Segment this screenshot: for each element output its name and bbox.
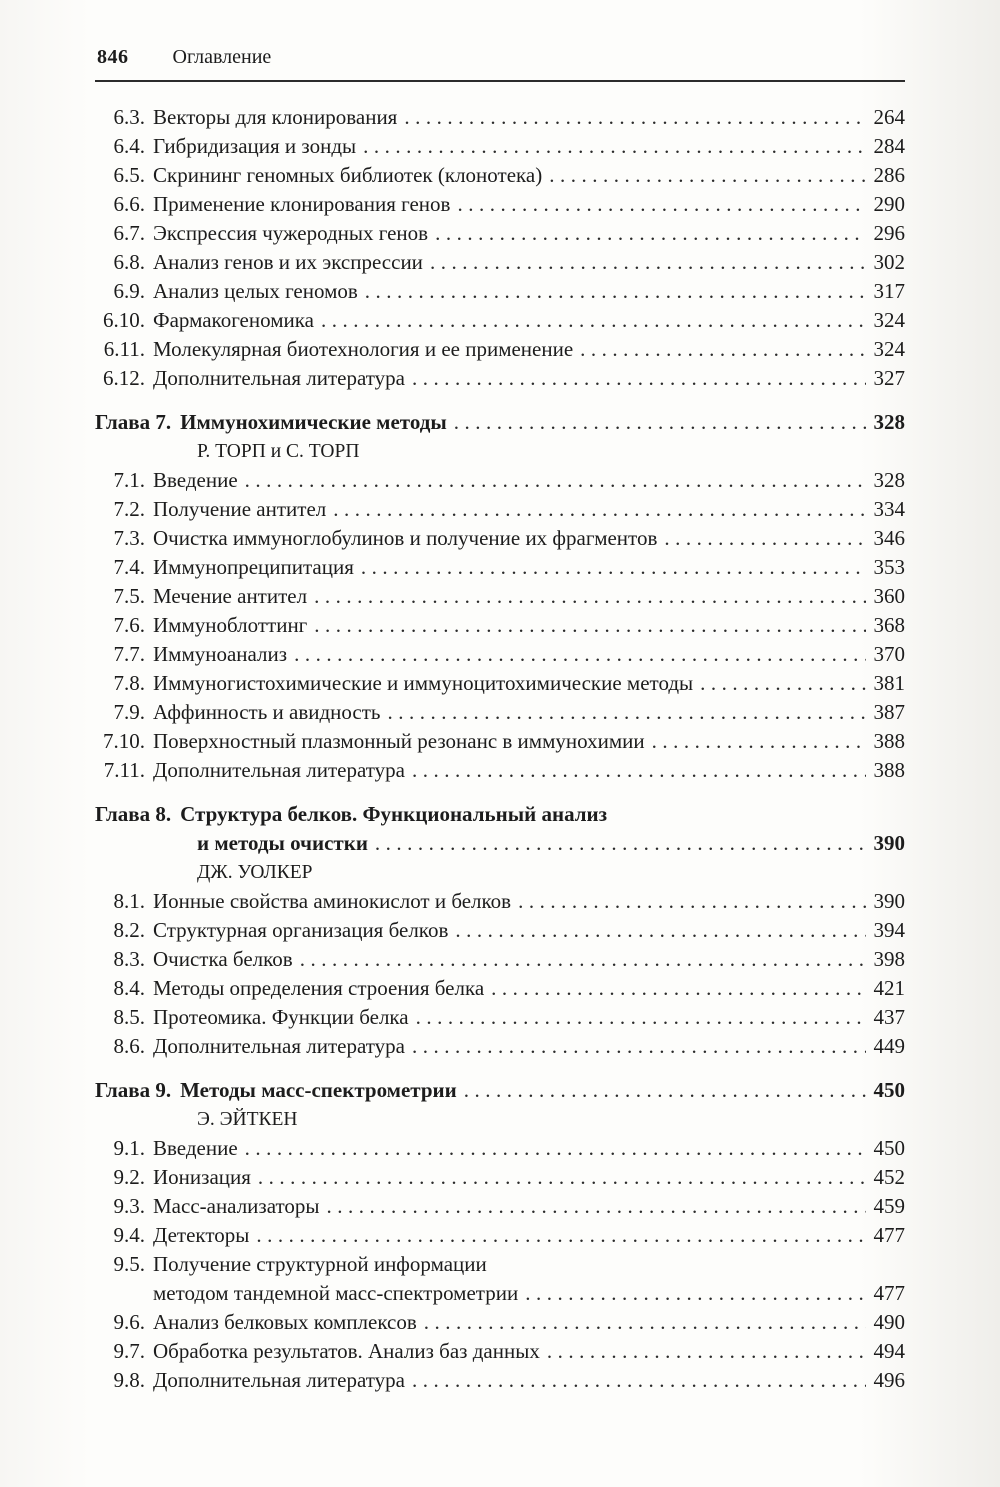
toc-entry: [95, 669, 905, 698]
toc-entry: [95, 611, 905, 640]
entry-number: Глава 8.: [95, 802, 172, 826]
entry-page-number: 421: [873, 976, 905, 1000]
toc-entry: [95, 132, 905, 161]
toc-entry: [95, 640, 905, 669]
entry-title: Масс-анализаторы: [153, 1194, 320, 1218]
entry-title: и методы очистки: [197, 831, 368, 855]
toc-entry: [95, 698, 905, 727]
entry-number: 6.5.: [113, 163, 145, 187]
entry-page-number: 286: [873, 163, 905, 187]
entry-title: Ионные свойства аминокислот и белков: [153, 889, 512, 913]
dot-leader: [664, 524, 866, 553]
toc-entry: [95, 335, 905, 364]
entry-page-number: 324: [873, 308, 905, 332]
entry-number: 8.2.: [113, 918, 145, 942]
entry-page-number: 459: [873, 1194, 905, 1218]
entry-number: 9.6.: [113, 1310, 145, 1334]
entry-title: Р. ТОРП и С. ТОРП: [197, 441, 360, 462]
entry-number: 8.6.: [113, 1034, 145, 1058]
entry-page-number: 449: [873, 1034, 905, 1058]
entry-title: Дополнительная литература: [153, 366, 405, 390]
dot-leader: [333, 495, 866, 524]
entry-page-number: 450: [873, 1136, 905, 1160]
entry-title: Иммунопреципитация: [153, 555, 354, 579]
entry-number: 9.5.: [113, 1252, 145, 1276]
dot-leader: [580, 335, 866, 364]
entry-page-number: 317: [873, 279, 905, 303]
entry-page-number: 302: [873, 250, 905, 274]
page-header: [95, 46, 905, 80]
header-running-title: Оглавление: [172, 46, 272, 68]
entry-title: Получение структурной информации: [153, 1252, 487, 1276]
toc-entry: [95, 306, 905, 335]
entry-number: 7.4.: [113, 555, 145, 579]
entry-number: 7.6.: [113, 613, 145, 637]
toc-entry: [95, 829, 905, 858]
toc-entry: [95, 887, 905, 916]
dot-leader: [491, 974, 866, 1003]
entry-page-number: 496: [873, 1368, 905, 1392]
entry-title: Анализ генов и их экспрессии: [153, 250, 423, 274]
dot-leader: [454, 408, 866, 437]
entry-title: Мечение антител: [153, 584, 308, 608]
toc-entry: [95, 582, 905, 611]
toc-entry: [95, 1337, 905, 1366]
entry-number: 7.1.: [113, 468, 145, 492]
dot-leader: [245, 1134, 866, 1163]
entry-title: Методы определения строения белка: [153, 976, 485, 1000]
dot-leader: [412, 756, 866, 785]
toc-entry: [95, 219, 905, 248]
entry-title: Детекторы: [153, 1223, 250, 1247]
dot-leader: [652, 727, 866, 756]
entry-page-number: 368: [873, 613, 905, 637]
entry-number: 7.3.: [113, 526, 145, 550]
entry-number: Глава 7.: [95, 410, 172, 434]
dot-leader: [412, 1032, 866, 1061]
toc-entry: [95, 161, 905, 190]
dot-leader: [525, 1279, 866, 1308]
entry-page-number: 324: [873, 337, 905, 361]
dot-leader: [375, 829, 866, 858]
dot-leader: [457, 190, 866, 219]
dot-leader: [361, 553, 866, 582]
entry-page-number: 394: [873, 918, 905, 942]
entry-number: 7.10.: [103, 729, 145, 753]
dot-leader: [404, 103, 866, 132]
entry-title: Обработка результатов. Анализ баз данных: [153, 1339, 540, 1363]
entry-title: Фармакогеномика: [153, 308, 314, 332]
toc-entry: [95, 553, 905, 582]
entry-number: 6.11.: [103, 337, 145, 361]
toc-entry: [95, 1308, 905, 1337]
entry-number: Глава 9.: [95, 1078, 172, 1102]
toc-entry: [95, 495, 905, 524]
entry-page-number: 388: [873, 729, 905, 753]
entry-number: 8.1.: [113, 889, 145, 913]
entry-page-number: 328: [873, 468, 905, 492]
dot-leader: [300, 945, 866, 974]
entry-title: Иммунохимические методы: [180, 410, 447, 434]
entry-number: 8.4.: [113, 976, 145, 1000]
entry-page-number: 370: [873, 642, 905, 666]
toc-entry: [95, 1279, 905, 1308]
toc-entry: [95, 800, 905, 829]
entry-number: 9.7.: [113, 1339, 145, 1363]
dot-leader: [547, 1337, 866, 1366]
dot-leader: [294, 640, 866, 669]
toc-entry: [95, 190, 905, 219]
entry-title: ДЖ. УОЛКЕР: [197, 862, 313, 883]
entry-title: Структура белков. Функциональный анализ: [180, 802, 608, 826]
entry-page-number: 387: [873, 700, 905, 724]
entry-number: 6.7.: [113, 221, 145, 245]
entry-title: Применение клонирования генов: [153, 192, 451, 216]
entry-page-number: 390: [873, 831, 905, 855]
entry-title: Аффинность и авидность: [153, 700, 381, 724]
entry-number: 7.11.: [103, 758, 145, 782]
dot-leader: [388, 698, 866, 727]
entry-page-number: 346: [873, 526, 905, 550]
entry-number: 7.5.: [113, 584, 145, 608]
entry-title: Иммуноблоттинг: [153, 613, 308, 637]
toc-entry: [95, 437, 905, 466]
entry-title: Дополнительная литература: [153, 1034, 405, 1058]
entry-title: Иммуноанализ: [153, 642, 288, 666]
toc-entry: [95, 1250, 905, 1279]
toc-entry: [95, 248, 905, 277]
entry-number: 6.8.: [113, 250, 145, 274]
dot-leader: [416, 1003, 866, 1032]
entry-title: Гибридизация и зонды: [153, 134, 357, 158]
toc-entry: [95, 1163, 905, 1192]
entry-number: 9.4.: [113, 1223, 145, 1247]
entry-number: 9.2.: [113, 1165, 145, 1189]
entry-number: 8.5.: [113, 1005, 145, 1029]
dot-leader: [314, 611, 866, 640]
entry-number: 9.3.: [113, 1194, 145, 1218]
entry-page-number: 388: [873, 758, 905, 782]
entry-number: 7.9.: [113, 700, 145, 724]
entry-title: методом тандемной масс-спектрометрии: [153, 1281, 519, 1305]
entry-page-number: 264: [873, 105, 905, 129]
entry-title: Очистка иммуноглобулинов и получение их фрагментов: [153, 526, 658, 550]
toc-entry: [95, 1032, 905, 1061]
toc-entry: [95, 364, 905, 393]
entry-number: 6.9.: [113, 279, 145, 303]
dot-leader: [245, 466, 866, 495]
entry-page-number: 452: [873, 1165, 905, 1189]
entry-page-number: 398: [873, 947, 905, 971]
entry-number: 6.3.: [113, 105, 145, 129]
toc-entry: [95, 1366, 905, 1395]
toc-entry: [95, 1221, 905, 1250]
entry-page-number: 360: [873, 584, 905, 608]
toc-entry: [95, 858, 905, 887]
dot-leader: [700, 669, 866, 698]
entry-page-number: 328: [873, 410, 905, 434]
toc-entry: [95, 1105, 905, 1134]
entry-title: Введение: [153, 1136, 238, 1160]
entry-number: 7.8.: [113, 671, 145, 695]
entry-title: Протеомика. Функции белка: [153, 1005, 409, 1029]
entry-title: Анализ белковых комплексов: [153, 1310, 417, 1334]
entry-number: 7.7.: [113, 642, 145, 666]
entry-title: Структурная организация белков: [153, 918, 449, 942]
dot-leader: [256, 1221, 866, 1250]
dot-leader: [314, 582, 866, 611]
toc-entry: [95, 974, 905, 1003]
dot-leader: [363, 132, 866, 161]
dot-leader: [327, 1192, 867, 1221]
toc-entry: [95, 277, 905, 306]
dot-leader: [321, 306, 866, 335]
entry-title: Ионизация: [153, 1165, 251, 1189]
entry-page-number: 290: [873, 192, 905, 216]
toc-entry: [95, 1134, 905, 1163]
entry-page-number: 296: [873, 221, 905, 245]
entry-page-number: 284: [873, 134, 905, 158]
toc-entry: [95, 727, 905, 756]
dot-leader: [424, 1308, 866, 1337]
dot-leader: [365, 277, 866, 306]
entry-title: Иммуногистохимические и иммуноцитохимические методы: [153, 671, 694, 695]
entry-page-number: 334: [873, 497, 905, 521]
dot-leader: [412, 364, 866, 393]
entry-title: Скрининг геномных библиотек (клонотека): [153, 163, 543, 187]
entry-title: Получение антител: [153, 497, 327, 521]
dot-leader: [412, 1366, 866, 1395]
toc-entry: [95, 1003, 905, 1032]
toc-entry: [95, 756, 905, 785]
header-page-number: 846: [97, 46, 129, 68]
entry-page-number: 494: [873, 1339, 905, 1363]
entry-page-number: 390: [873, 889, 905, 913]
header-divider: [95, 80, 905, 82]
entry-page-number: 381: [873, 671, 905, 695]
entry-number: 6.6.: [113, 192, 145, 216]
dot-leader: [464, 1076, 866, 1105]
entry-number: 7.2.: [113, 497, 145, 521]
toc-entry: [95, 1076, 905, 1105]
entry-number: 6.10.: [103, 308, 145, 332]
entry-page-number: 450: [873, 1078, 905, 1102]
entry-page-number: 477: [873, 1223, 905, 1247]
toc-entry: [95, 945, 905, 974]
dot-leader: [549, 161, 866, 190]
entry-number: 9.8.: [113, 1368, 145, 1392]
entry-title: Векторы для клонирования: [153, 105, 398, 129]
toc-entry: [95, 103, 905, 132]
toc-entry: [95, 916, 905, 945]
entry-title: Э. ЭЙТКЕН: [197, 1109, 298, 1130]
entry-title: Введение: [153, 468, 238, 492]
entry-title: Методы масс-спектрометрии: [180, 1078, 457, 1102]
dot-leader: [455, 916, 866, 945]
dot-leader: [430, 248, 866, 277]
entry-title: Экспрессия чужеродных генов: [153, 221, 429, 245]
dot-leader: [518, 887, 866, 916]
entry-page-number: 477: [873, 1281, 905, 1305]
toc-entry: [95, 1192, 905, 1221]
entry-title: Анализ целых геномов: [153, 279, 358, 303]
entry-title: Дополнительная литература: [153, 758, 405, 782]
entry-title: Очистка белков: [153, 947, 293, 971]
entry-page-number: 437: [873, 1005, 905, 1029]
entry-page-number: 353: [873, 555, 905, 579]
entry-title: Молекулярная биотехнология и ее применение: [153, 337, 574, 361]
entry-page-number: 327: [873, 366, 905, 390]
toc-entry: [95, 524, 905, 553]
toc-entry: [95, 466, 905, 495]
entry-number: 8.3.: [113, 947, 145, 971]
toc-entry: [95, 408, 905, 437]
dot-leader: [258, 1163, 866, 1192]
toc-list: [95, 103, 905, 1395]
entry-title: Дополнительная литература: [153, 1368, 405, 1392]
entry-page-number: 490: [873, 1310, 905, 1334]
entry-title: Поверхностный плазмонный резонанс в иммунохимии: [153, 729, 645, 753]
dot-leader: [435, 219, 866, 248]
entry-number: 6.12.: [103, 366, 145, 390]
entry-number: 6.4.: [113, 134, 145, 158]
entry-number: 9.1.: [113, 1136, 145, 1160]
